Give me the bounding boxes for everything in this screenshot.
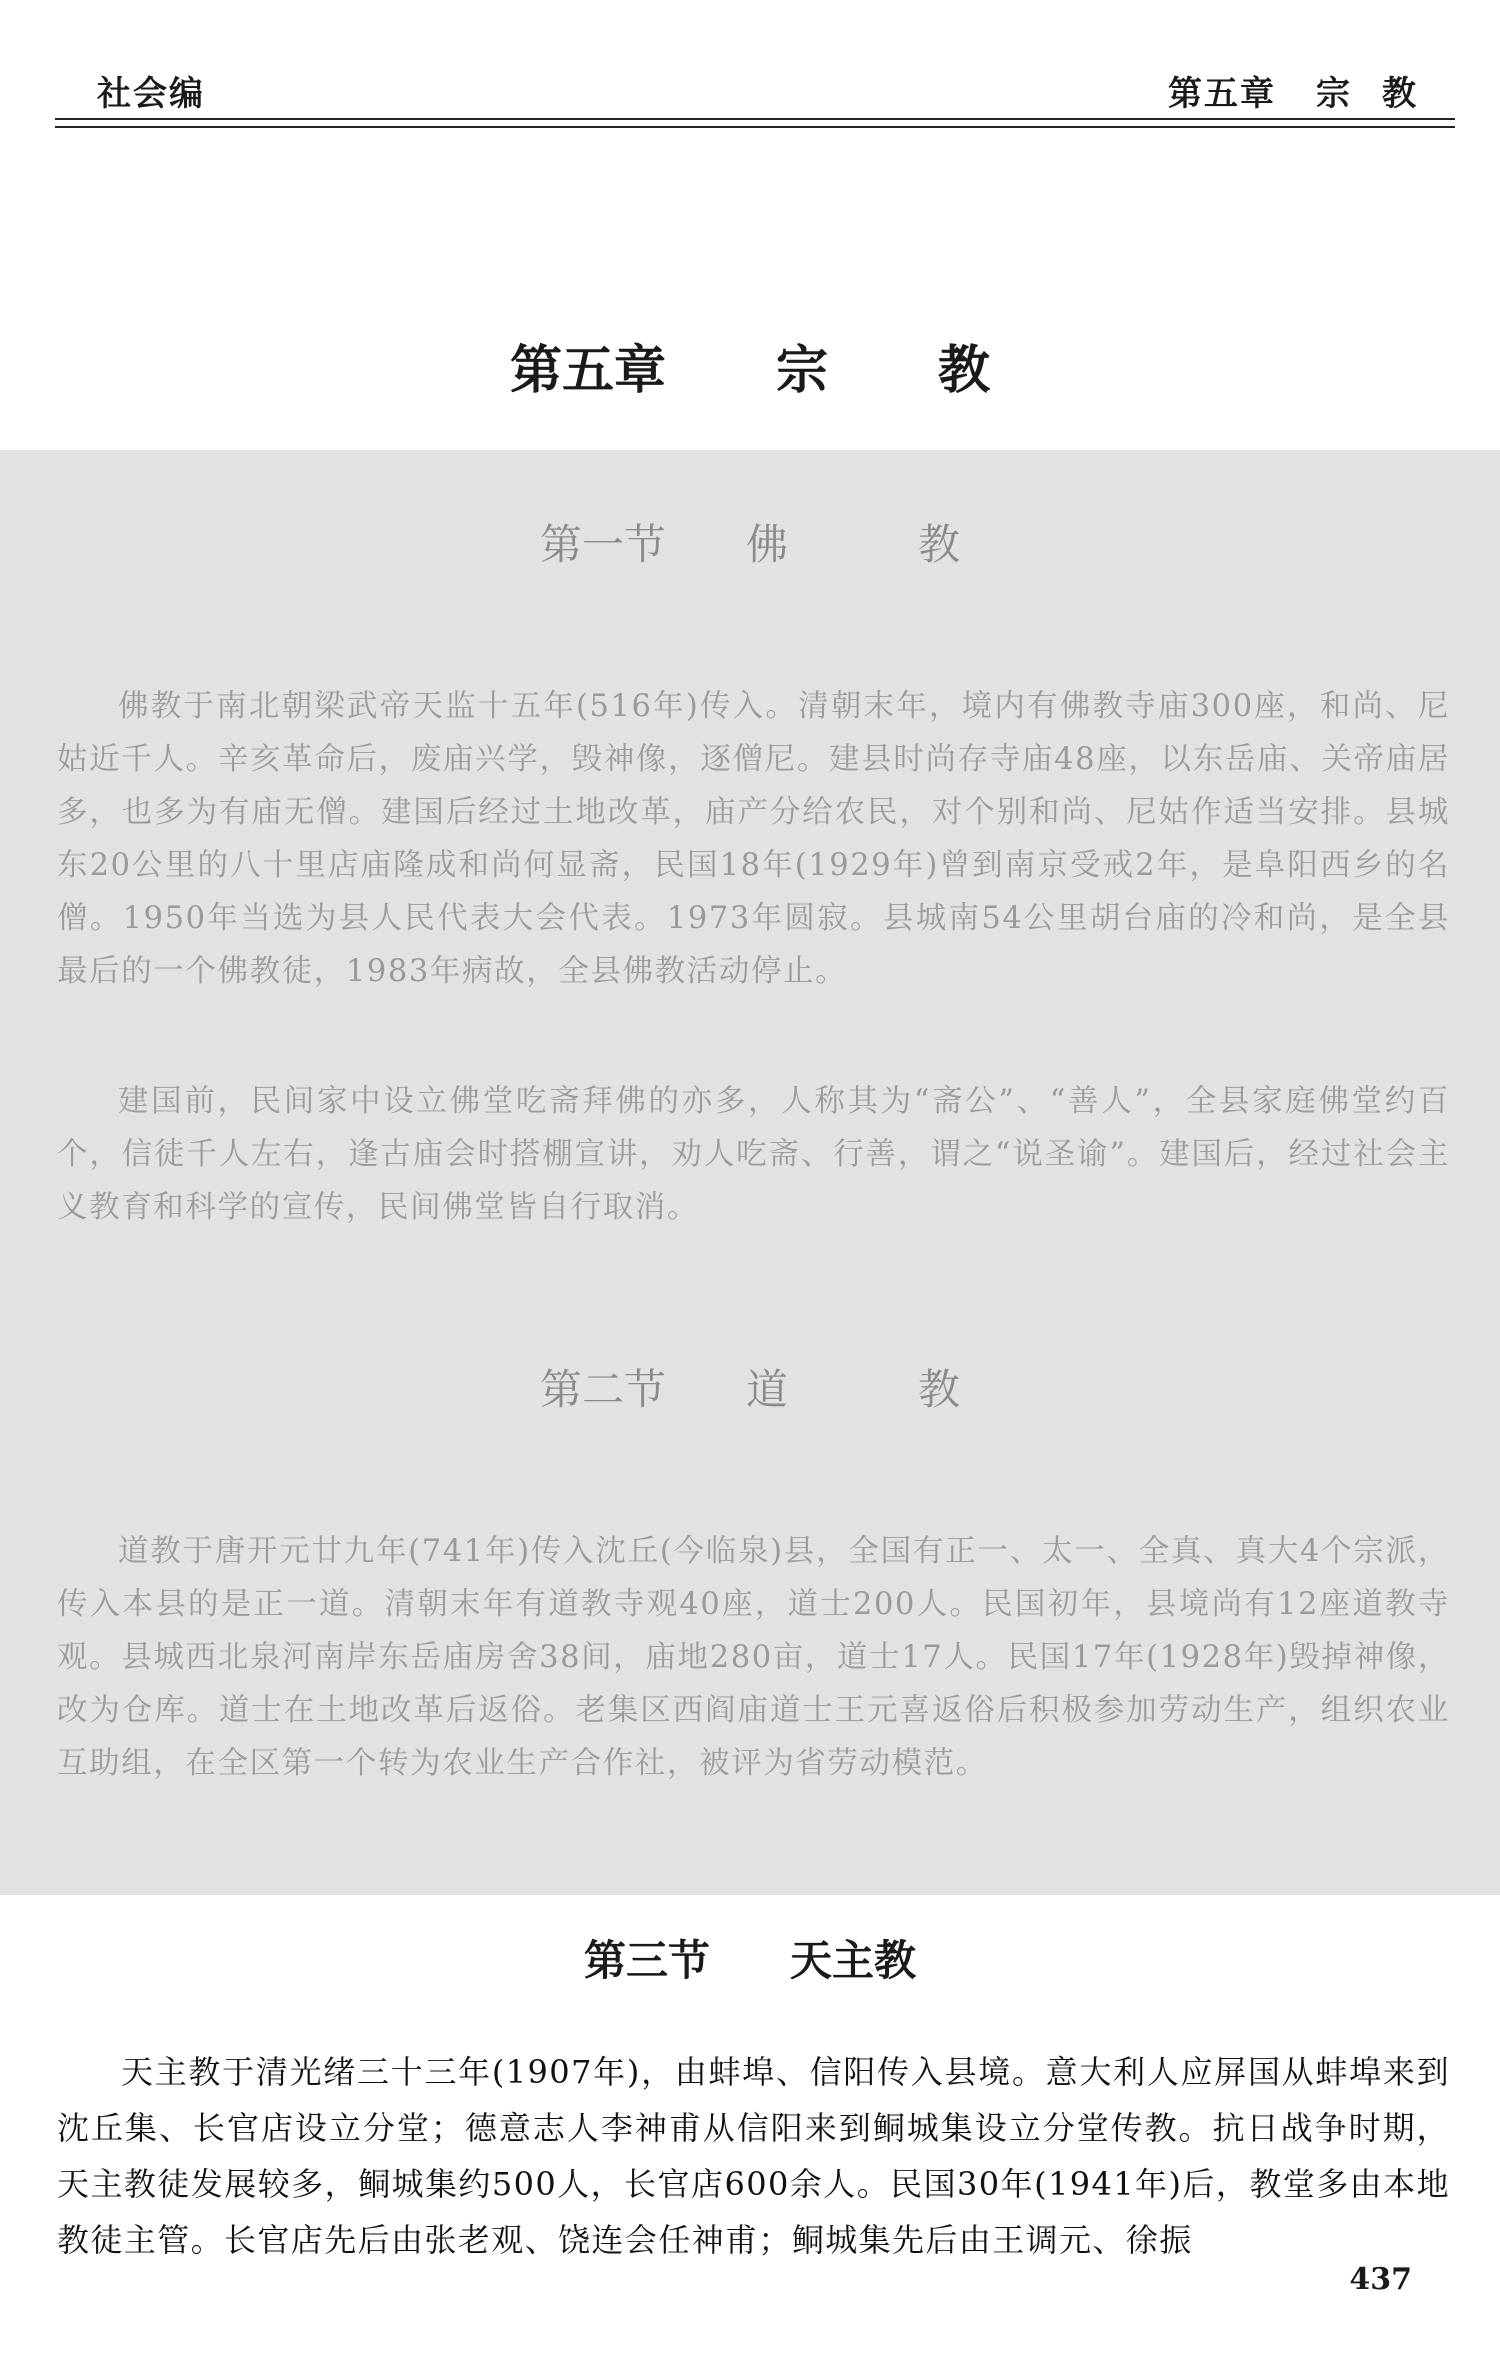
section-title-catholicism [0,1928,1500,1988]
section-word1: 天主教 [790,1936,917,1985]
paragraph-taoism-1: 道教于唐开元廿九年(741年)传入沈丘(今临泉)县，全国有正一、太一、全真、真大4个宗派，传入本县的是正一道。清朝末年有道教寺观40座，道士200人。民国初年，县境尚有12座道教寺观。县城西北泉河南岸东岳庙房舍38间，庙地280亩，道士17人。民国17年(1928年)毁掉神像，改为仓库。道士在土地改革后返俗。老集区西阎庙道士王元喜返俗后积极参加劳动生产，组织农业互助组，在全区第一个转为农业生产合作社，被评为省劳动模范。 [57,1534,1450,1781]
section-word2: 教 [918,1365,961,1414]
section-word1: 道 [745,1365,788,1414]
paragraph-buddhism-1: 佛教于南北朝梁武帝天监十五年(516年)传入。清朝末年，境内有佛教寺庙300座，和尚、尼姑近千人。辛亥革命后，废庙兴学，毁神像，逐僧尼。建县时尚存寺庙48座，以东岳庙、关帝庙居多，也多为有庙无僧。建国后经过土地改革，庙产分给农民，对个别和尚、尼姑作适当安排。县城东20公里的八十里店庙隆成和尚何显斋，民国18年(1929年)曾到南京受戒2年，是阜阳西乡的名僧。1950年当选为县人民代表大会代表。1973年圆寂。县城南54公里胡台庙的冷和尚，是全县最后的一个佛教徒，1983年病故，全县佛教活动停止。 [57,689,1450,989]
section-title-buddhism [0,512,1500,572]
paragraph-buddhism-2: 建国前，民间家中设立佛堂吃斋拜佛的亦多，人称其为“斋公”、“善人”，全县家庭佛堂约百个，信徒千人左右，逢古庙会时搭棚宣讲，劝人吃斋、行善，谓之“说圣谕”。建国后，经过社会主义教育和科学的宣传，民间佛堂皆自行取消。 [57,1084,1450,1225]
section-word2: 教 [918,520,961,569]
section-title-taoism [0,1357,1500,1417]
chapter-label: 第五章 [509,340,666,401]
section-word1: 佛 [745,520,788,569]
header-chapter [1168,66,1418,115]
header-chapter-word1: 宗 [1316,74,1352,114]
section-label: 第三节 [583,1936,710,1985]
header-rule-thin [55,126,1455,128]
header-rule-thick [55,118,1455,120]
header-chapter-label: 第五章 [1168,74,1276,114]
chapter-word1: 宗 [775,340,828,401]
page-number: 437 [1349,2262,1412,2297]
section-label: 第一节 [539,520,666,569]
chapter-word2: 教 [938,340,991,401]
chapter-title [0,328,1500,403]
paragraph-catholicism-1: 天主教于清光绪三十三年(1907年)，由蚌埠、信阳传入县境。意大利人应屏国从蚌埠来到沈丘集、长官店设立分堂；德意志人李神甫从信阳来到鲖城集设立分堂传教。抗日战争时期，天主教徒发展较多，鲖城集约500人，长官店600余人。民国30年(1941年)后，教堂多由本地教徒主管。长官店先后由张老观、饶连会任神甫；鲖城集先后由王调元、徐振 [57,2053,1450,2259]
header-book-part: 社会编 [97,74,205,114]
header-chapter-word2: 教 [1382,74,1418,114]
section-label: 第二节 [539,1365,666,1414]
running-header [0,0,1500,130]
